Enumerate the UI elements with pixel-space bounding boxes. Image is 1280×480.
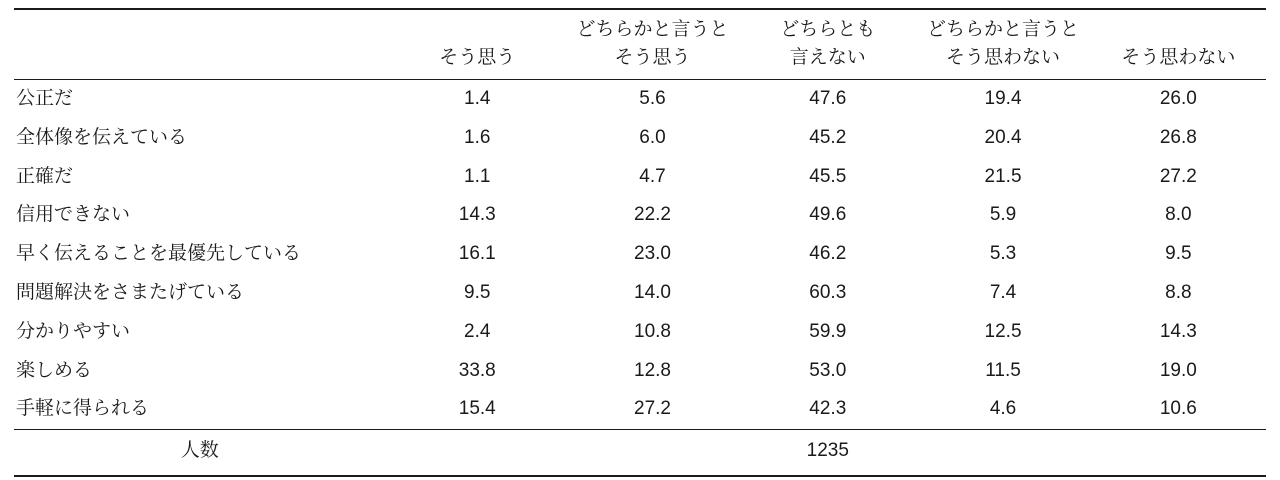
- row-value: 6.0: [639, 126, 666, 148]
- table-row: [14, 158, 1266, 197]
- row-value: 15.4: [458, 398, 496, 420]
- column-header-3-line-1: どちらとも: [780, 19, 876, 40]
- row-value: 59.9: [809, 320, 847, 342]
- row-value: 14.3: [458, 204, 496, 226]
- column-header-1-line-1: そう思う: [439, 46, 516, 68]
- row-value: 53.0: [809, 359, 847, 381]
- row-value: 1.1: [464, 165, 491, 187]
- table-corner-cell: [14, 9, 390, 80]
- row-value: 46.2: [809, 243, 847, 265]
- column-header-4-line-2: そう思わない: [946, 46, 1061, 68]
- row-label: 正確だ: [16, 165, 74, 187]
- row-value: 7.4: [989, 282, 1017, 304]
- table-body: [14, 80, 1266, 471]
- column-header-1: [390, 9, 565, 80]
- column-header-3-line-2: 言えない: [789, 46, 866, 68]
- column-header-3: [740, 9, 915, 80]
- row-label: 手軽に得られる: [16, 398, 150, 420]
- column-header-4: [915, 9, 1090, 80]
- row-value: 4.7: [639, 165, 666, 187]
- row-value: 10.6: [1159, 398, 1197, 420]
- row-value: 49.6: [809, 204, 847, 226]
- table-row: [14, 390, 1266, 429]
- row-value: 5.9: [989, 204, 1017, 226]
- row-label: 全体像を伝えている: [16, 126, 188, 148]
- total-row-value: 1235: [740, 430, 915, 471]
- row-label: 分かりやすい: [16, 320, 131, 342]
- row-value: 11.5: [985, 359, 1021, 381]
- row-label: 早く伝えることを最優先している: [16, 243, 302, 265]
- row-value: 21.5: [984, 165, 1022, 187]
- table-row: [14, 80, 1266, 119]
- row-value: 45.5: [809, 165, 847, 187]
- row-value: 20.4: [984, 126, 1022, 148]
- row-value: 19.4: [984, 88, 1022, 110]
- row-value: 5.3: [989, 243, 1017, 265]
- column-header-4-line-1: どちらかと言うと: [927, 19, 1080, 40]
- row-value: 14.0: [634, 282, 671, 304]
- row-value: 1.6: [464, 126, 491, 148]
- row-value: 27.2: [634, 398, 671, 420]
- table-header-row: [14, 9, 1266, 80]
- row-value: 1.4: [464, 88, 491, 110]
- row-label: 信用できない: [16, 204, 131, 226]
- row-value: 42.3: [809, 398, 847, 420]
- table-total-row: [14, 430, 1266, 471]
- row-value: 45.2: [809, 126, 847, 148]
- row-value: 10.8: [634, 320, 671, 342]
- total-row-spacer-3: [915, 430, 1090, 471]
- row-value: 4.6: [989, 398, 1017, 420]
- column-header-5-line-1: そう思わない: [1121, 46, 1236, 68]
- total-row-spacer-2: [565, 430, 740, 471]
- table-row: [14, 119, 1266, 158]
- row-value: 9.5: [1165, 243, 1192, 265]
- row-value: 12.8: [634, 359, 671, 381]
- row-value: 60.3: [809, 282, 847, 304]
- row-value: 16.1: [458, 243, 496, 265]
- row-value: 12.5: [984, 320, 1022, 342]
- row-value: 33.8: [458, 359, 496, 381]
- column-header-5: [1091, 9, 1266, 80]
- row-label: 公正だ: [16, 88, 74, 110]
- row-label: 楽しめる: [16, 359, 93, 381]
- row-value: 22.2: [634, 204, 671, 226]
- row-value: 2.4: [464, 320, 491, 342]
- table-bottom-rule: [14, 475, 1266, 477]
- row-value: 19.0: [1159, 359, 1197, 381]
- table-row: [14, 274, 1266, 313]
- table-header: [14, 9, 1266, 80]
- row-label: 問題解決をさまたげている: [16, 282, 245, 304]
- column-header-2-line-2: そう思う: [614, 46, 691, 68]
- table-row: [14, 313, 1266, 352]
- total-row-spacer-4: [1091, 430, 1266, 471]
- table-row: [14, 196, 1266, 235]
- table-row: [14, 235, 1266, 274]
- column-header-2: [565, 9, 740, 80]
- total-row-label: 人数: [14, 430, 390, 471]
- row-value: 27.2: [1159, 165, 1197, 187]
- survey-table: [14, 8, 1266, 471]
- row-value: 8.0: [1165, 204, 1192, 226]
- row-value: 23.0: [634, 243, 671, 265]
- row-value: 8.8: [1165, 282, 1192, 304]
- row-value: 14.3: [1159, 320, 1197, 342]
- row-value: 47.6: [809, 88, 847, 110]
- row-value: 26.8: [1159, 126, 1197, 148]
- row-value: 5.6: [639, 88, 666, 110]
- row-value: 26.0: [1159, 88, 1197, 110]
- column-header-2-line-1: どちらかと言うと: [576, 19, 729, 40]
- table-row: [14, 352, 1266, 391]
- total-row-spacer-1: [390, 430, 565, 471]
- row-value: 9.5: [464, 282, 491, 304]
